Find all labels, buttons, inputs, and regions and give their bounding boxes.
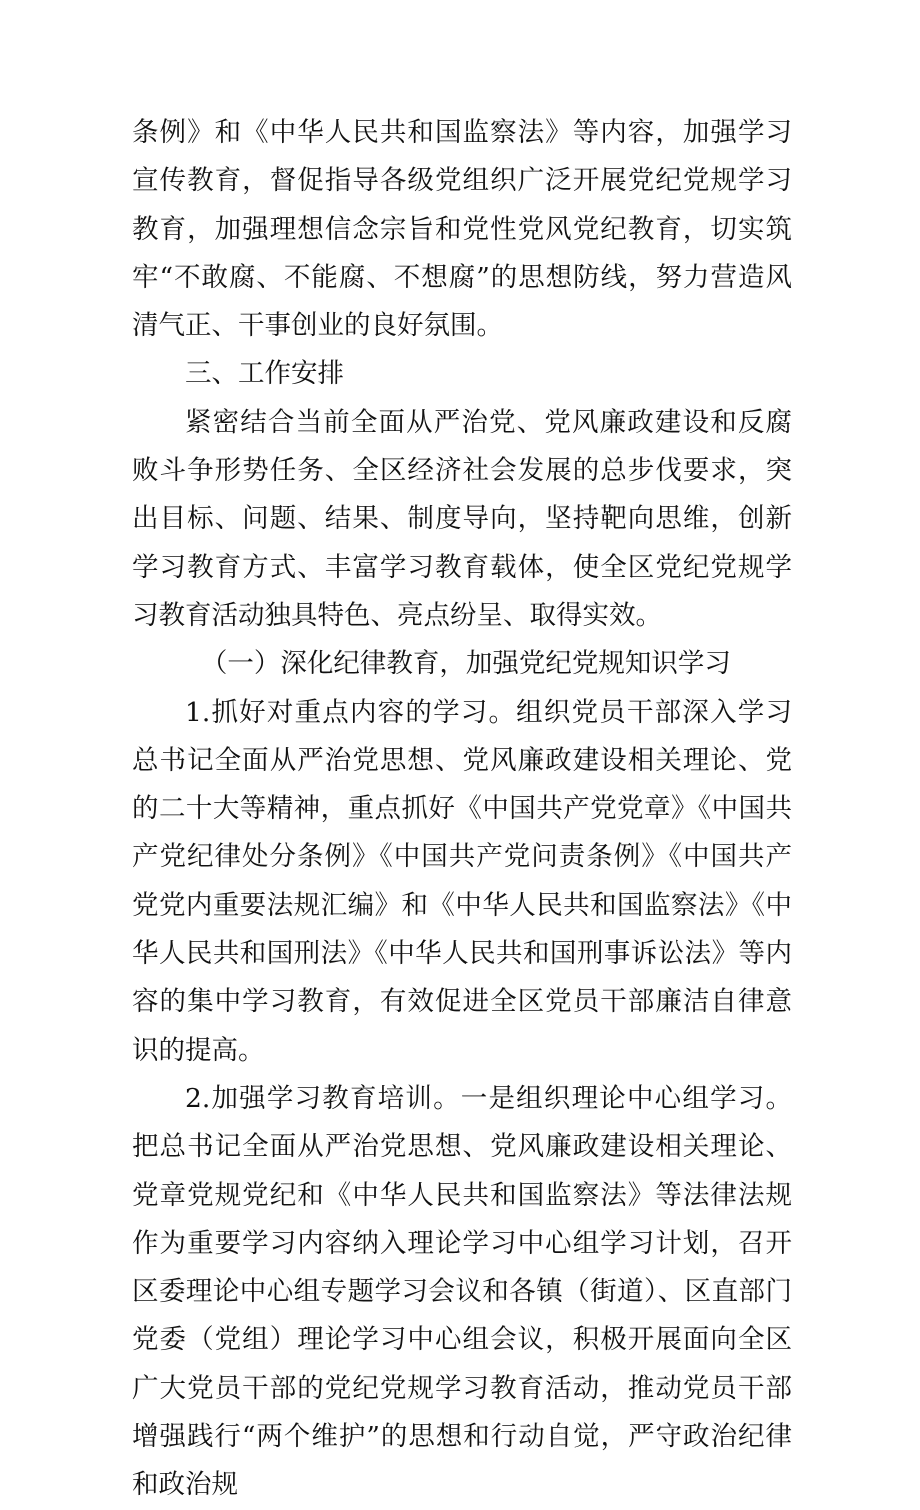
paragraph-item-2: 2.加强学习教育培训。一是组织理论中心组学习。把总书记全面从严治党思想、党风廉政建设相关理论、党章党规党纪和《中华人民共和国监察法》等法律法规作为重要学习内容纳入理论学习中心组学习计划，召开区委理论中心组专题学习会议和各镇（街道）、区直部门党委（党组）理论学习中心组会议，积极开展面向全区广大党员干部的党纪党规学习教育活动，推动党员干部增强践行“两个维护”的思想和行动自觉，严守政治纪律和政治规	[132, 1082, 792, 1501]
section-heading: 三、工作安排	[185, 358, 344, 390]
paragraph-body: 紧密结合当前全面从严治党、党风廉政建设和反腐败斗争形势任务、全区经济社会发展的总步伐要求，突出目标、问题、结果、制度导向，坚持靶向思维，创新学习教育方式、丰富学习教育载体，使全区党纪党规学习教育活动独具特色、亮点纷呈、取得实效。	[132, 406, 792, 631]
document-body	[132, 109, 792, 1510]
subsection-heading: （一）深化纪律教育，加强党纪党规知识学习	[200, 648, 731, 680]
paragraph-item-1: 1.抓好对重点内容的学习。组织党员干部深入学习总书记全面从严治党思想、党风廉政建设相关理论、党的二十大等精神，重点抓好《中国共产党党章》《中国共产党纪律处分条例》《中国共产党问责条例》《中国共产党党内重要法规汇编》和《中华人民共和国监察法》《中华人民共和国刑法》《中华人民共和国刑事诉讼法》等内容的集中学习教育，有效促进全区党员干部廉洁自律意识的提高。	[132, 696, 792, 1066]
paragraph-continuation: 条例》和《中华人民共和国监察法》等内容，加强学习宣传教育，督促指导各级党组织广泛开展党纪党规学习教育，加强理想信念宗旨和党性党风党纪教育，切实筑牢“不敢腐、不能腐、不想腐”的思想防线，努力营造风清气正、干事创业的良好氛围。	[132, 117, 792, 342]
